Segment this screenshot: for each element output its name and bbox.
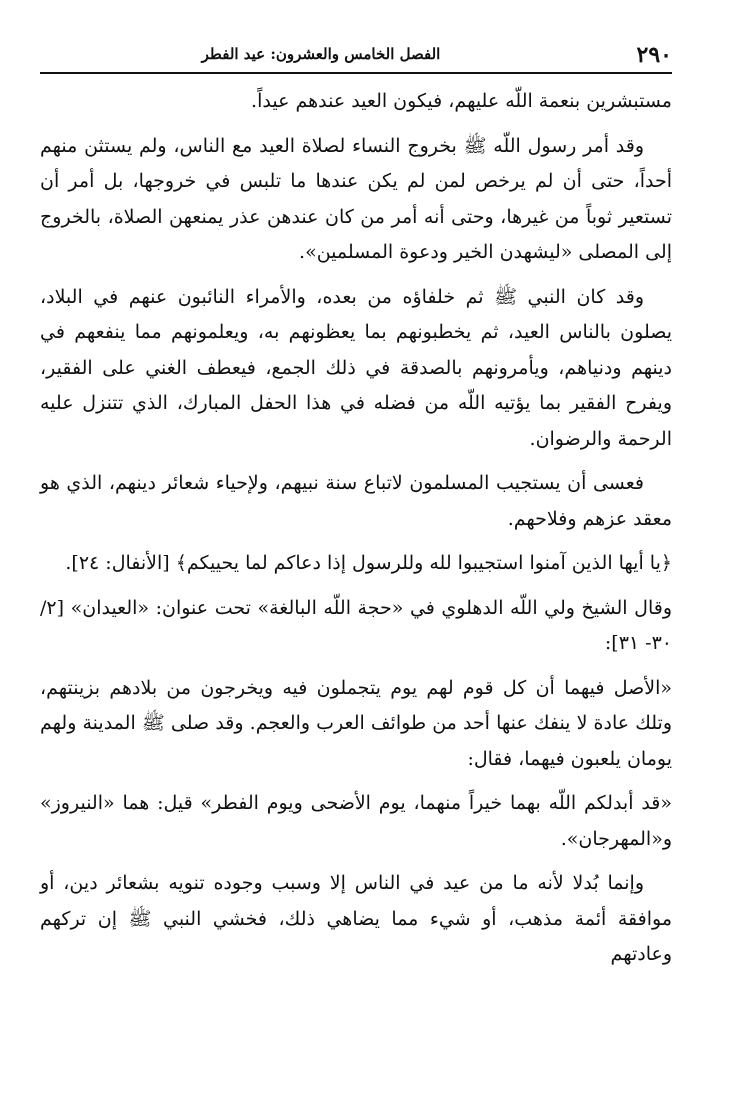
page-header (40, 38, 672, 68)
paragraph-9: وإنما بُدلا لأنه ما من عيد في الناس إلا وسبب وجوده تنويه بشعائر دين، أو موافقة أئمة مذهب، أو شيء مما يضاهي ذلك، فخشي النبي ﷺ إن تركهم وعادتهم (40, 872, 672, 965)
paragraph-2: وقد أمر رسول اللّه ﷺ بخروج النساء لصلاة العيد مع الناس، ولم يستثن منهم أحداً، حتى أن لم يرخص لمن لم يكن عندها ما تلبس في خروجها، بل أمر أن تستعير ثوباً من غيرها، وحتى أنه أمر من كان عندهن عذر يمنعهن الصلاة، بالخروج إلى المصلى «ليشهدن الخير ودعوة المسلمين». (40, 134, 672, 263)
paragraph-3: وقد كان النبي ﷺ ثم خلفاؤه من بعده، والأمراء النائبون عنهم في البلاد، يصلون بالناس العيد، ثم يخطبونهم بما يعظونهم به، ويعلمونهم مما ينفعهم في دينهم ودنياهم، ويأمرونهم بالصدقة في ذلك الجمع، فيعطف الغني على الفقير، ويفرح الفقير بما يؤتيه اللّه من فضله في هذا الحفل المبارك، الذي تتنزل عليه الرحمة والرضوان. (40, 285, 672, 450)
paragraph-6: وقال الشيخ ولي اللّه الدهلوي في «حجة اللّه البالغة» تحت عنوان: «العيدان» [٢/ ٣٠- ٣١]: (40, 596, 672, 654)
page-number: ٢٩٠ (636, 42, 672, 68)
paragraph-4: فعسى أن يستجيب المسلمون لاتباع سنة نبيهم، ولإحياء شعائر دينهم، الذي هو معقد عزهم وفلاحهم. (40, 472, 672, 530)
quran-verse: ﴿يا أيها الذين آمنوا استجيبوا لله وللرسول إذا دعاكم لما يحييكم﴾ [الأنفال: ٢٤]. (65, 552, 672, 574)
header-rule (40, 72, 672, 74)
running-title: الفصل الخامس والعشرون: عيد الفطر (201, 45, 441, 63)
page-body (40, 84, 672, 982)
quote-paragraph-1: «الأصل فيهما أن كل قوم لهم يوم يتجملون فيه ويخرجون من بلادهم بزينتهم، وتلك عادة لا ينفك عنها أحد من طوائف العرب والعجم. وقد صلى ﷺ المدينة ولهم يومان يلعبون فيهما، فقال: (40, 676, 672, 770)
paragraph-1: مستبشرين بنعمة اللّه عليهم، فيكون العيد عندهم عيداً. (251, 90, 672, 112)
quote-paragraph-2: «قد أبدلكم اللّه بهما خيراً منهما، يوم الأضحى ويوم الفطر» قيل: هما «النيروز» و«المهرجان». (40, 792, 672, 850)
